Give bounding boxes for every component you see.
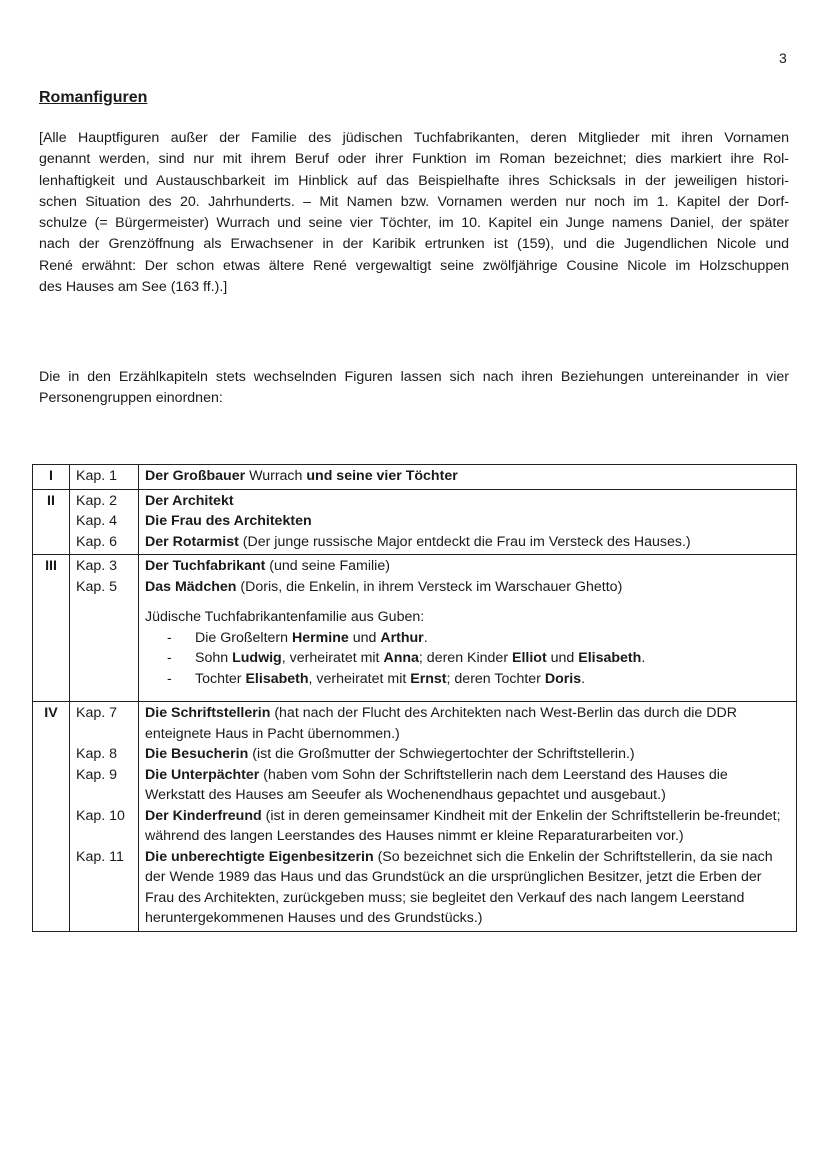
figure-name: Der Architekt: [145, 492, 234, 509]
figure-entry: [145, 556, 790, 577]
chapter-label: [76, 826, 132, 847]
figures-cell: [139, 702, 797, 932]
chapter-label: Kap. 3: [76, 558, 118, 574]
chapter-label: Kap. 10: [76, 807, 125, 824]
figure-entry: [145, 491, 790, 512]
figure-name: Der Rotarmist: [145, 533, 239, 550]
chapter-label: Kap. 4: [76, 513, 118, 529]
chapter-label: Kap. 11: [76, 848, 124, 865]
table-row-group-4: [33, 702, 797, 932]
table-row-group-2: [33, 489, 797, 555]
intro-paragraph: [39, 128, 789, 298]
character-groups-table: [32, 464, 797, 932]
chapter-label: Kap. 6: [76, 533, 118, 550]
figure-name: Der Tuchfabrikant: [145, 558, 266, 574]
group-label: IV: [33, 702, 70, 932]
figure-entry: Der Großbauer Wurrach und seine vier Töchter: [145, 468, 458, 484]
figure-entry: [145, 847, 790, 929]
figure-name: Die Besucherin: [145, 746, 249, 762]
figure-name: Die Schriftstellerin: [145, 705, 271, 721]
figures-cell: [139, 489, 797, 555]
intro-line: schen Situation des 20. Jahrhunderts. – Mit Namen bzw. Vornamen werden nur noch im 1. Kapitel der Dorf-: [39, 193, 789, 210]
figure-name: Das Mädchen: [145, 578, 237, 595]
figure-description: (Doris, die Enkelin, in ihrem Versteck im Warschauer Ghetto): [236, 578, 623, 595]
chapter-label: Kap. 1: [76, 468, 118, 484]
chapter-cell: [70, 555, 139, 702]
figures-cell: [139, 465, 797, 490]
group-label: III: [33, 555, 70, 702]
figure-description: (ist in deren gemeinsamer Kindheit mit der Enkelin der Schriftstellerin be-freundet; während des langen Leerstandes des Hauses nimmt er kleine Reparaturarbeiten vor.): [145, 807, 781, 844]
figure-entry: [145, 744, 790, 765]
figure-description: (So bezeichnet sich die Enkelin der Schriftstellerin, da sie nach der Wende 1989 das Haus und das Grundstück an die ursprünglichen Besitzer, jetzt die Erben der Frau des Architekten, zurückgeben muss; sie begleitet den Verkauf des nach langem Leerstand heruntergekommenen Hauses und des Grundstücks.): [145, 848, 773, 926]
spacer: [145, 689, 790, 699]
group-label: II: [33, 489, 70, 555]
chapter-label: Kap. 8: [76, 746, 118, 762]
family-title: Jüdische Tuchfabrikantenfamilie aus Guben:: [145, 609, 425, 625]
intro-line: [Alle Hauptfiguren außer der Familie des jüdischen Tuchfabrikanten, deren Mitglieder mit ihren Vornamen: [39, 130, 789, 146]
figure-description: (und seine Familie): [265, 558, 390, 574]
intro-line: genannt werden, sind nur mit ihrem Beruf oder ihrer Funktion im Roman bezeichnet; dies markiert ihre Rol-: [39, 151, 789, 168]
figures-cell: [139, 555, 797, 702]
section-heading: Romanfiguren: [39, 89, 148, 106]
figure-entry: [145, 577, 790, 598]
chapter-label: Kap. 2: [76, 492, 118, 509]
figure-name: Die Frau des Architekten: [145, 513, 312, 529]
figure-description: (haben vom Sohn der Schriftstellerin nach dem Leerstand des Hauses die Werkstatt des Hauses am Seeufer als Wochenendhaus gepachtet und ausgebaut.): [145, 766, 728, 803]
figure-entry: [145, 703, 790, 744]
intro-line: schulze (= Bürgermeister) Wurrach und seine vier Töchter, im 10. Kapitel ein Junge namens Daniel, der später: [39, 215, 789, 232]
table-row-group-1: [33, 465, 797, 490]
figure-name: Der Kinderfreund: [145, 807, 262, 824]
chapter-label: [76, 785, 132, 806]
dash-bullet-icon: -: [167, 650, 172, 666]
chapter-label: [76, 724, 132, 745]
dash-bullet-icon: -: [167, 670, 172, 687]
figure-description: (ist die Großmutter der Schwiegertochter der Schriftstellerin.): [248, 746, 635, 762]
figure-entry: [145, 806, 790, 847]
chapter-label: Kap. 7: [76, 705, 118, 721]
family-list-item: - Die Großeltern Hermine und Arthur.: [145, 628, 790, 649]
chapter-cell: [70, 702, 139, 932]
intro-line: des Hauses am See (163 ff.).]: [39, 279, 228, 296]
figure-name: Die Unterpächter: [145, 766, 260, 783]
groups-intro-paragraph: [39, 367, 789, 410]
chapter-label: Kap. 9: [76, 766, 118, 783]
spacer: [145, 597, 790, 607]
figure-description: (Der junge russische Major entdeckt die Frau im Versteck des Hauses.): [238, 533, 691, 550]
figure-name: Die unberechtigte Eigenbesitzerin: [145, 848, 374, 865]
groups-intro-line: Personengruppen einordnen:: [39, 390, 223, 407]
chapter-cell: [70, 489, 139, 555]
figure-description: (hat nach der Flucht des Architekten nach West-Berlin das durch die DDR enteignete Haus in Pacht übernommen.): [145, 705, 737, 742]
family-list-item: - Sohn Ludwig, verheiratet mit Anna; deren Kinder Elliot und Elisabeth.: [145, 648, 790, 669]
group-label: I: [33, 465, 70, 490]
dash-bullet-icon: -: [167, 629, 172, 646]
figure-entry: [145, 532, 790, 553]
intro-line: lenhaftigkeit und Austauschbarkeit im Hinblick auf das Beispielhafte ihres Schicksals in der jeweiligen histori-: [39, 172, 789, 189]
intro-line: René erwähnt: Der schon etwas ältere René vergewaltigt seine zwölfjährige Cousine Nicole im Holzschuppen: [39, 257, 789, 274]
figure-entry: [145, 765, 790, 806]
page-number: 3: [779, 50, 787, 66]
groups-intro-line: Die in den Erzählkapiteln stets wechselnden Figuren lassen sich nach ihren Beziehungen untereinander in vier: [39, 369, 789, 385]
family-list-item: - Tochter Elisabeth, verheiratet mit Ernst; deren Tochter Doris.: [145, 669, 790, 690]
figure-name: Der Großbauer: [145, 468, 246, 484]
table-row-group-3: [33, 555, 797, 702]
figure-entry: [145, 511, 790, 532]
intro-line: nach der Grenzöffnung als Erwachsener in der Karibik ertrunken ist (159), und die Jugendlichen Nicole und: [39, 236, 789, 253]
chapter-cell: [70, 465, 139, 490]
chapter-label: Kap. 5: [76, 578, 118, 595]
